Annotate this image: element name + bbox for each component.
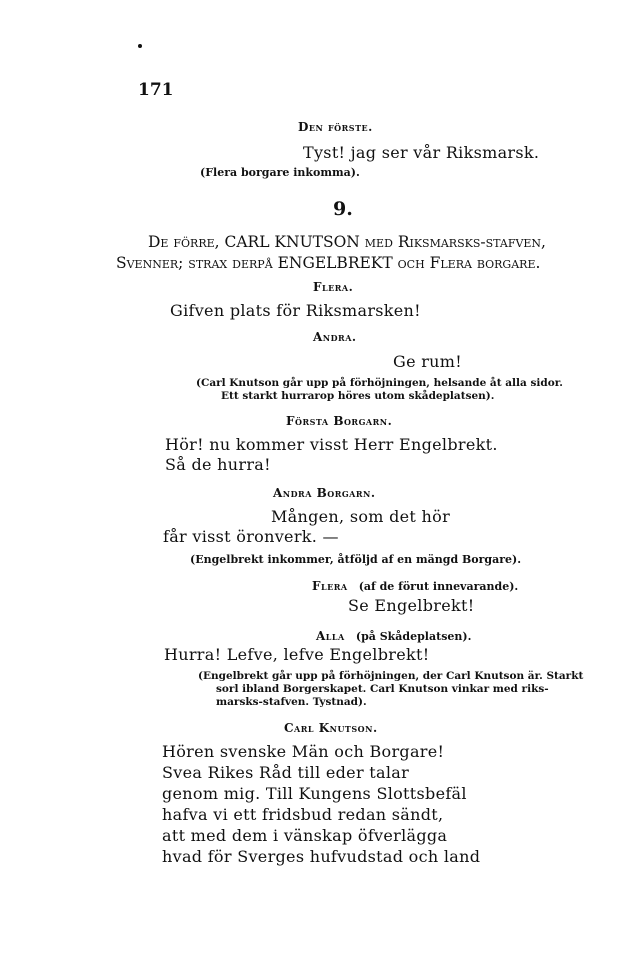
stage-direction: (Engelbrekt går upp på förhöjningen, der Carl Knutson är. Starkt	[198, 670, 584, 682]
verse-line: Svea Rikes Råd till eder talar	[162, 763, 410, 782]
dialogue-line: Tyst! jag ser vår Riksmarsk.	[303, 143, 540, 162]
speaker-carl-knutson: Carl Knutson.	[284, 721, 378, 735]
verse-line: hvad för Sverges hufvudstad och land	[162, 847, 481, 866]
speaker-flera-line	[312, 575, 518, 594]
stage-direction: Ett starkt hurrarop höres utom skådeplatsen).	[221, 390, 495, 402]
stage-direction: (Flera borgare inkomma).	[200, 166, 360, 179]
dialogue-line: Se Engelbrekt!	[348, 596, 475, 615]
stage-direction: (Carl Knutson går upp på förhöjningen, helsande åt alla sidor.	[196, 377, 563, 389]
page-number: 171	[138, 80, 174, 100]
dialogue-line: Så de hurra!	[165, 455, 271, 474]
speaker-alla-line	[316, 625, 471, 644]
verse-line: Hören svenske Män och Borgare!	[162, 742, 445, 761]
speaker-note: (på Skådeplatsen).	[355, 630, 472, 643]
dialogue-line: Ge rum!	[393, 352, 462, 371]
stage-direction: marsks-stafven. Tystnad).	[216, 696, 367, 708]
scene-heading-line-2: Svenner; strax derpå ENGELBREKT och Flera borgare.	[116, 254, 541, 272]
speaker-andra-borgarn: Andra Borgarn.	[273, 486, 376, 500]
dialogue-line: Gifven plats för Riksmarsken!	[170, 301, 421, 320]
speaker-note: (af de förut innevarande).	[358, 580, 519, 593]
speaker-alla: Alla	[316, 629, 345, 643]
scene-heading-line-1: De förre, CARL KNUTSON med Riksmarsks-stafven,	[148, 233, 546, 251]
stage-direction: sorl ibland Borgerskapet. Carl Knutson vinkar med riks-	[216, 683, 549, 695]
verse-line: att med dem i vänskap öfverlägga	[162, 826, 448, 845]
dialogue-line: Hör! nu kommer visst Herr Engelbrekt.	[165, 435, 498, 454]
dialogue-line: Hurra! Lefve, lefve Engelbrekt!	[164, 645, 430, 664]
page-mark-dot	[138, 44, 142, 48]
scene-number: 9.	[333, 198, 353, 220]
speaker-flera: Flera.	[313, 280, 354, 294]
verse-line: hafva vi ett fridsbud redan sändt,	[162, 805, 444, 824]
speaker-den-forste: Den förste.	[298, 120, 373, 134]
speaker-flera: Flera	[312, 579, 348, 593]
dialogue-line: Mången, som det hör	[271, 507, 451, 526]
speaker-andra: Andra.	[313, 330, 357, 344]
verse-line: genom mig. Till Kungens Slottsbefäl	[162, 784, 467, 803]
stage-direction: (Engelbrekt inkommer, åtföljd af en mängd Borgare).	[190, 553, 522, 566]
speaker-forsta-borgarn: Första Borgarn.	[286, 414, 393, 428]
dialogue-line: får visst öronverk. —	[163, 527, 339, 546]
